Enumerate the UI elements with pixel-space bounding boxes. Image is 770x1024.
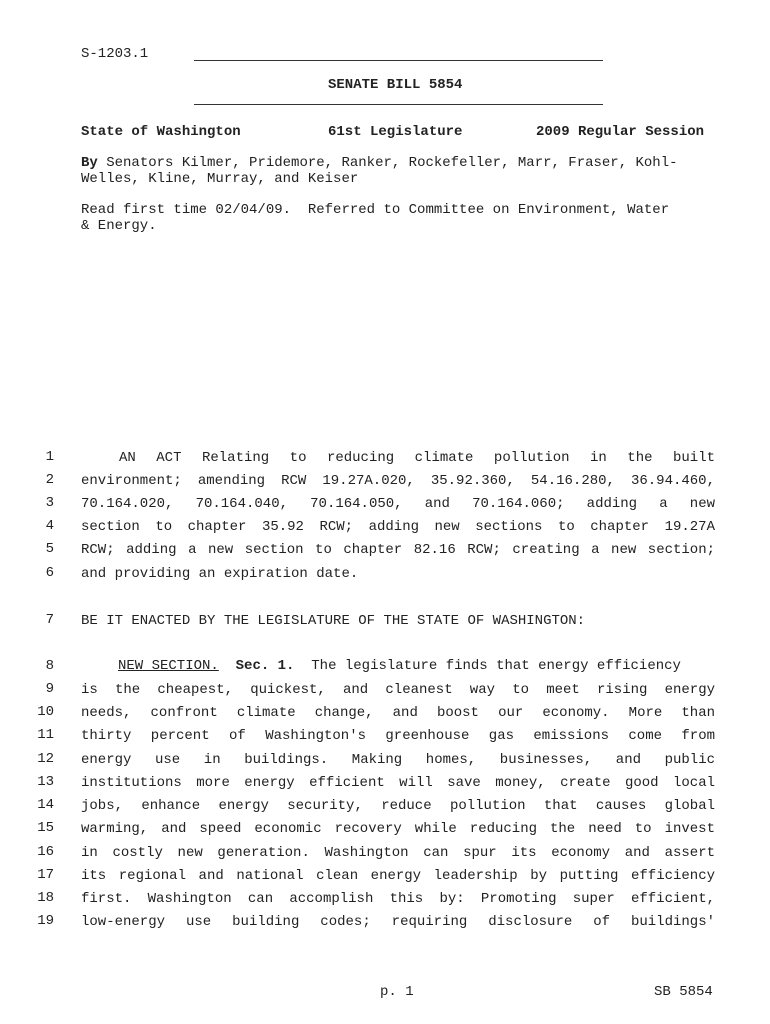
header-rule-bottom (194, 104, 603, 105)
body-line: low-energy use building codes; requiring disclosure of buildings' (81, 914, 715, 930)
body-line-text: The legislature finds that energy efficiency (311, 658, 681, 674)
line-number: 18 (37, 890, 54, 906)
body-line: thirty percent of Washington's greenhouse gas emissions come from (81, 728, 715, 744)
state-label: State of Washington (81, 124, 241, 140)
body-line: needs, confront climate change, and boost our economy. More than (81, 705, 715, 721)
body-line: AN ACT Relating to reducing climate pollution in the built (119, 450, 715, 466)
section-heading-line (118, 658, 681, 674)
session-label: 2009 Regular Session (536, 124, 705, 140)
sponsors-line-2: Welles, Kline, Murray, and Keiser (81, 171, 359, 187)
body-line: and providing an expiration date. (81, 566, 359, 582)
new-section-label: NEW SECTION. (118, 658, 219, 674)
section-number: Sec. 1. (235, 658, 295, 674)
body-line: jobs, enhance energy security, reduce pollution that causes global (81, 798, 715, 814)
read-line-2: & Energy. (81, 218, 157, 234)
body-line: 70.164.020, 70.164.040, 70.164.050, and 70.164.060; adding a new (81, 496, 715, 512)
body-line: energy use in buildings. Making homes, businesses, and public (81, 752, 715, 768)
line-number: 7 (45, 612, 54, 628)
line-number: 19 (37, 913, 54, 929)
enacting-clause: BE IT ENACTED BY THE LEGISLATURE OF THE STATE OF WASHINGTON: (81, 613, 586, 629)
body-line: in costly new generation. Washington can spur its economy and assert (81, 845, 715, 861)
line-number: 12 (37, 751, 54, 767)
legislature-label: 61st Legislature (328, 124, 463, 140)
body-line: RCW; adding a new section to chapter 82.16 RCW; creating a new section; (81, 542, 715, 558)
line-number: 13 (37, 774, 54, 790)
body-line: section to chapter 35.92 RCW; adding new sections to chapter 19.27A (81, 519, 715, 535)
line-number: 11 (37, 727, 54, 743)
body-line: is the cheapest, quickest, and cleanest way to meet rising energy (81, 682, 715, 698)
line-number: 3 (45, 495, 54, 511)
body-line: institutions more energy efficient will save money, create good local (81, 775, 715, 791)
line-number: 1 (45, 449, 54, 465)
line-number: 5 (45, 541, 54, 557)
line-number: 14 (37, 797, 54, 813)
read-line-1: Read first time 02/04/09. Referred to Committee on Environment, Water (81, 202, 670, 218)
sponsors-text-1: Senators Kilmer, Pridemore, Ranker, Rockefeller, Marr, Fraser, Kohl- (106, 155, 678, 171)
body-line: first. Washington can accomplish this by: Promoting super efficient, (81, 891, 715, 907)
body-line: its regional and national clean energy leadership by putting efficiency (81, 868, 715, 884)
by-label: By (81, 155, 98, 171)
sponsors-line-1 (81, 155, 678, 171)
bill-title: SENATE BILL 5854 (328, 77, 463, 93)
line-number: 16 (37, 844, 54, 860)
bill-code: S-1203.1 (81, 46, 149, 62)
line-number: 15 (37, 820, 54, 836)
line-number: 17 (37, 867, 54, 883)
line-number: 6 (45, 565, 54, 581)
header-rule-top (194, 60, 603, 61)
body-line: warming, and speed economic recovery while reducing the need to invest (81, 821, 715, 837)
line-number: 9 (45, 681, 54, 697)
line-number: 10 (37, 704, 54, 720)
line-number: 2 (45, 472, 54, 488)
line-number: 4 (45, 518, 54, 534)
line-number: 8 (45, 658, 54, 674)
footer-page-number: p. 1 (380, 984, 414, 1000)
body-line: environment; amending RCW 19.27A.020, 35.92.360, 54.16.280, 36.94.460, (81, 473, 715, 489)
footer-bill-number: SB 5854 (654, 984, 713, 1000)
